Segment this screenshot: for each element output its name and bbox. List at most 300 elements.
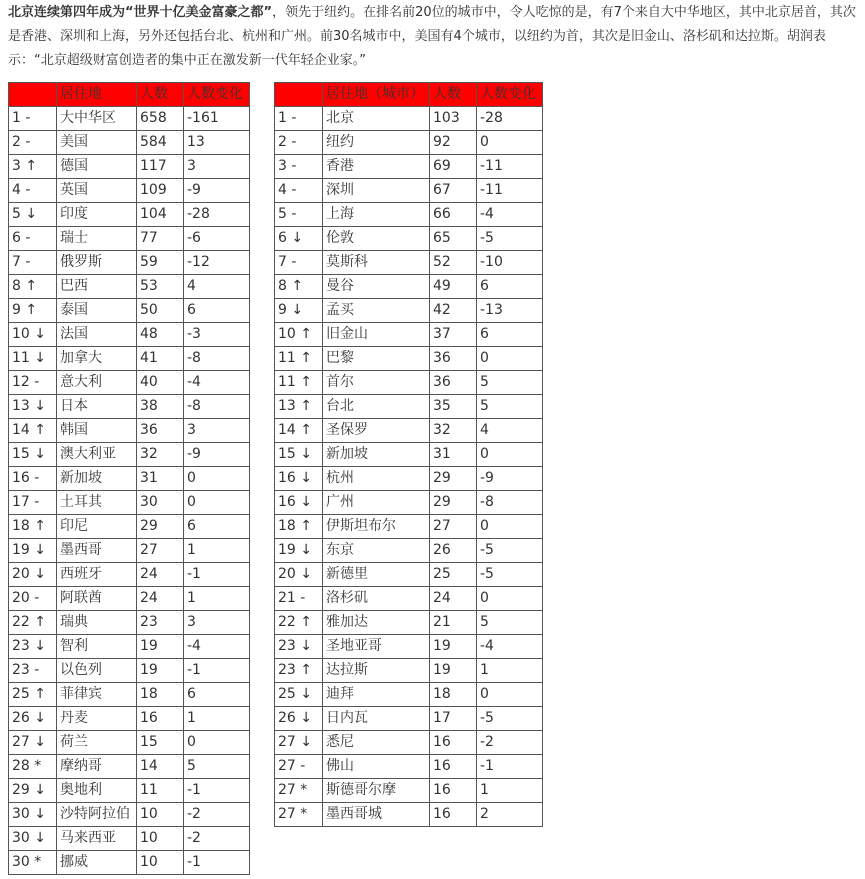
table-row (275, 395, 543, 419)
rank-cell: 26 ↓ (9, 707, 57, 731)
header-rank (9, 83, 57, 107)
count-cell: 53 (137, 275, 184, 299)
table-row (9, 515, 250, 539)
table-row (9, 707, 250, 731)
location-cell: 印度 (57, 203, 137, 227)
change-cell: -5 (477, 563, 543, 587)
rank-cell: 6 - (9, 227, 57, 251)
count-cell: 15 (137, 731, 184, 755)
count-cell: 26 (430, 539, 477, 563)
count-cell: 19 (137, 659, 184, 683)
count-cell: 40 (137, 371, 184, 395)
header-count: 人数 (137, 83, 184, 107)
location-cell: 圣保罗 (323, 419, 430, 443)
count-cell: 117 (137, 155, 184, 179)
location-cell: 以色列 (57, 659, 137, 683)
table-row (275, 131, 543, 155)
location-cell: 旧金山 (323, 323, 430, 347)
change-cell: -5 (477, 707, 543, 731)
count-cell: 10 (137, 803, 184, 827)
count-cell: 21 (430, 611, 477, 635)
change-cell: 2 (477, 803, 543, 827)
table-row (9, 419, 250, 443)
location-cell: 俄罗斯 (57, 251, 137, 275)
location-cell: 新加坡 (57, 467, 137, 491)
location-cell: 悉尼 (323, 731, 430, 755)
table-row (275, 419, 543, 443)
change-cell: -2 (184, 827, 250, 851)
count-cell: 25 (430, 563, 477, 587)
count-cell: 109 (137, 179, 184, 203)
table-row (275, 467, 543, 491)
table-row (275, 491, 543, 515)
count-cell: 32 (137, 443, 184, 467)
table-row (275, 779, 543, 803)
count-cell: 36 (430, 347, 477, 371)
change-cell: 6 (184, 515, 250, 539)
change-cell: 1 (184, 707, 250, 731)
count-cell: 31 (137, 467, 184, 491)
location-cell: 莫斯科 (323, 251, 430, 275)
location-cell: 韩国 (57, 419, 137, 443)
rank-cell: 14 ↑ (9, 419, 57, 443)
rank-cell: 30 ↓ (9, 803, 57, 827)
table-row (9, 227, 250, 251)
table-row (275, 515, 543, 539)
change-cell: -12 (184, 251, 250, 275)
table-row (9, 275, 250, 299)
table-row (275, 731, 543, 755)
location-cell: 迪拜 (323, 683, 430, 707)
location-cell: 瑞士 (57, 227, 137, 251)
change-cell: -11 (477, 179, 543, 203)
change-cell: -3 (184, 323, 250, 347)
header-change: 人数变化 (184, 83, 250, 107)
count-cell: 658 (137, 107, 184, 131)
location-cell: 北京 (323, 107, 430, 131)
count-cell: 29 (430, 491, 477, 515)
location-cell: 丹麦 (57, 707, 137, 731)
location-cell: 摩纳哥 (57, 755, 137, 779)
rank-cell: 10 ↓ (9, 323, 57, 347)
rank-cell: 18 ↑ (9, 515, 57, 539)
count-cell: 30 (137, 491, 184, 515)
location-cell: 澳大利亚 (57, 443, 137, 467)
change-cell: -28 (477, 107, 543, 131)
intro-quote: “世界十亿美金富豪之都” (125, 5, 273, 20)
rank-cell: 2 - (9, 131, 57, 155)
rank-cell: 20 ↓ (275, 563, 323, 587)
location-cell: 日本 (57, 395, 137, 419)
table-row (9, 755, 250, 779)
change-cell: -8 (477, 491, 543, 515)
rank-cell: 30 ↓ (9, 827, 57, 851)
table-header-row (275, 83, 543, 107)
rank-cell: 15 ↓ (275, 443, 323, 467)
location-cell: 智利 (57, 635, 137, 659)
change-cell: 0 (477, 515, 543, 539)
rank-cell: 1 - (275, 107, 323, 131)
countries-ranking-table (8, 82, 250, 875)
count-cell: 35 (430, 395, 477, 419)
rank-cell: 1 - (9, 107, 57, 131)
change-cell: 6 (184, 299, 250, 323)
location-cell: 奥地利 (57, 779, 137, 803)
rank-cell: 29 ↓ (9, 779, 57, 803)
location-cell: 香港 (323, 155, 430, 179)
location-cell: 巴黎 (323, 347, 430, 371)
location-cell: 墨西哥 (57, 539, 137, 563)
location-cell: 大中华区 (57, 107, 137, 131)
table-row (9, 851, 250, 875)
location-cell: 阿联酋 (57, 587, 137, 611)
location-cell: 杭州 (323, 467, 430, 491)
table-row (9, 179, 250, 203)
count-cell: 16 (430, 731, 477, 755)
location-cell: 德国 (57, 155, 137, 179)
count-cell: 16 (430, 779, 477, 803)
location-cell: 土耳其 (57, 491, 137, 515)
table-row (275, 755, 543, 779)
table-row (275, 251, 543, 275)
change-cell: -4 (477, 635, 543, 659)
change-cell: 4 (184, 275, 250, 299)
location-cell: 法国 (57, 323, 137, 347)
table-row (9, 467, 250, 491)
table-row (9, 371, 250, 395)
rank-cell: 4 - (275, 179, 323, 203)
count-cell: 17 (430, 707, 477, 731)
change-cell: 6 (184, 683, 250, 707)
change-cell: 5 (477, 371, 543, 395)
rank-cell: 23 ↓ (9, 635, 57, 659)
table-row (275, 227, 543, 251)
location-cell: 圣地亚哥 (323, 635, 430, 659)
location-cell: 新德里 (323, 563, 430, 587)
rank-cell: 16 ↓ (275, 467, 323, 491)
table-row (9, 587, 250, 611)
table-row (275, 347, 543, 371)
table-row (275, 371, 543, 395)
location-cell: 泰国 (57, 299, 137, 323)
count-cell: 48 (137, 323, 184, 347)
rank-cell: 15 ↓ (9, 443, 57, 467)
change-cell: -8 (184, 395, 250, 419)
rank-cell: 11 ↑ (275, 347, 323, 371)
rank-cell: 19 ↓ (275, 539, 323, 563)
count-cell: 18 (430, 683, 477, 707)
table-row (9, 299, 250, 323)
count-cell: 18 (137, 683, 184, 707)
count-cell: 19 (137, 635, 184, 659)
rank-cell: 13 ↓ (9, 395, 57, 419)
change-cell: -4 (184, 371, 250, 395)
rank-cell: 11 ↓ (9, 347, 57, 371)
location-cell: 沙特阿拉伯 (57, 803, 137, 827)
rank-cell: 27 ↓ (9, 731, 57, 755)
rank-cell: 25 ↑ (9, 683, 57, 707)
rank-cell: 6 ↓ (275, 227, 323, 251)
table-row (275, 635, 543, 659)
change-cell: 5 (184, 755, 250, 779)
count-cell: 32 (430, 419, 477, 443)
table-row (275, 179, 543, 203)
table-row (9, 683, 250, 707)
count-cell: 29 (137, 515, 184, 539)
table-row (9, 155, 250, 179)
change-cell: 3 (184, 155, 250, 179)
change-cell: -161 (184, 107, 250, 131)
rank-cell: 30 * (9, 851, 57, 875)
count-cell: 27 (430, 515, 477, 539)
rank-cell: 7 - (9, 251, 57, 275)
table-row (9, 563, 250, 587)
rank-cell: 26 ↓ (275, 707, 323, 731)
rank-cell: 18 ↑ (275, 515, 323, 539)
change-cell: 13 (184, 131, 250, 155)
location-cell: 纽约 (323, 131, 430, 155)
change-cell: 0 (477, 683, 543, 707)
rank-cell: 27 * (275, 803, 323, 827)
rank-cell: 5 ↓ (9, 203, 57, 227)
location-cell: 达拉斯 (323, 659, 430, 683)
table-row (9, 539, 250, 563)
rank-cell: 23 - (9, 659, 57, 683)
rank-cell: 2 - (275, 131, 323, 155)
count-cell: 49 (430, 275, 477, 299)
location-cell: 上海 (323, 203, 430, 227)
rank-cell: 20 ↓ (9, 563, 57, 587)
rank-cell: 16 - (9, 467, 57, 491)
count-cell: 37 (430, 323, 477, 347)
table-row (9, 443, 250, 467)
table-row (9, 731, 250, 755)
table-row (275, 587, 543, 611)
count-cell: 29 (430, 467, 477, 491)
change-cell: -1 (184, 563, 250, 587)
change-cell: 0 (184, 731, 250, 755)
change-cell: -5 (477, 227, 543, 251)
change-cell: 1 (184, 587, 250, 611)
rank-cell: 27 * (275, 779, 323, 803)
change-cell: -28 (184, 203, 250, 227)
rank-cell: 27 - (275, 755, 323, 779)
count-cell: 42 (430, 299, 477, 323)
location-cell: 英国 (57, 179, 137, 203)
count-cell: 24 (137, 587, 184, 611)
rank-cell: 21 - (275, 587, 323, 611)
change-cell: -11 (477, 155, 543, 179)
table-row (275, 203, 543, 227)
header-rank (275, 83, 323, 107)
table-row (275, 323, 543, 347)
rank-cell: 11 ↑ (275, 371, 323, 395)
table-row (275, 107, 543, 131)
change-cell: 4 (477, 419, 543, 443)
table-row (275, 539, 543, 563)
change-cell: -1 (184, 851, 250, 875)
count-cell: 24 (430, 587, 477, 611)
table-row (9, 659, 250, 683)
table-row (9, 107, 250, 131)
rank-cell: 5 - (275, 203, 323, 227)
rank-cell: 4 - (9, 179, 57, 203)
count-cell: 16 (137, 707, 184, 731)
rank-cell: 12 - (9, 371, 57, 395)
location-cell: 瑞典 (57, 611, 137, 635)
change-cell: -1 (184, 779, 250, 803)
location-cell: 美国 (57, 131, 137, 155)
count-cell: 67 (430, 179, 477, 203)
change-cell: 1 (477, 659, 543, 683)
location-cell: 洛杉矶 (323, 587, 430, 611)
count-cell: 31 (430, 443, 477, 467)
change-cell: 0 (477, 443, 543, 467)
count-cell: 59 (137, 251, 184, 275)
count-cell: 66 (430, 203, 477, 227)
header-change: 人数变化 (477, 83, 543, 107)
location-cell: 菲律宾 (57, 683, 137, 707)
count-cell: 27 (137, 539, 184, 563)
table-row (275, 707, 543, 731)
rank-cell: 28 * (9, 755, 57, 779)
table-row (275, 443, 543, 467)
location-cell: 西班牙 (57, 563, 137, 587)
location-cell: 伊斯坦布尔 (323, 515, 430, 539)
change-cell: 0 (184, 491, 250, 515)
table-row (9, 347, 250, 371)
change-cell: 5 (477, 611, 543, 635)
change-cell: 0 (184, 467, 250, 491)
location-cell: 孟买 (323, 299, 430, 323)
location-cell: 首尔 (323, 371, 430, 395)
intro-paragraph (8, 1, 858, 73)
change-cell: 0 (477, 347, 543, 371)
location-cell: 挪威 (57, 851, 137, 875)
count-cell: 36 (137, 419, 184, 443)
table-row (275, 275, 543, 299)
table-row (9, 827, 250, 851)
location-cell: 伦敦 (323, 227, 430, 251)
rank-cell: 3 - (275, 155, 323, 179)
location-cell: 东京 (323, 539, 430, 563)
table-row (9, 251, 250, 275)
table-header-row (9, 83, 250, 107)
rank-cell: 8 ↑ (9, 275, 57, 299)
location-cell: 意大利 (57, 371, 137, 395)
change-cell: 1 (477, 779, 543, 803)
change-cell: -2 (184, 803, 250, 827)
count-cell: 38 (137, 395, 184, 419)
rank-cell: 3 ↑ (9, 155, 57, 179)
count-cell: 23 (137, 611, 184, 635)
change-cell: -1 (477, 755, 543, 779)
change-cell: 0 (477, 587, 543, 611)
table-row (9, 779, 250, 803)
change-cell: 3 (184, 611, 250, 635)
location-cell: 佛山 (323, 755, 430, 779)
change-cell: -13 (477, 299, 543, 323)
count-cell: 52 (430, 251, 477, 275)
location-cell: 广州 (323, 491, 430, 515)
table-row (275, 683, 543, 707)
location-cell: 巴西 (57, 275, 137, 299)
table-row (9, 395, 250, 419)
change-cell: -9 (184, 443, 250, 467)
table-row (9, 131, 250, 155)
table-row (9, 611, 250, 635)
count-cell: 11 (137, 779, 184, 803)
count-cell: 19 (430, 635, 477, 659)
change-cell: -5 (477, 539, 543, 563)
count-cell: 16 (430, 755, 477, 779)
rank-cell: 8 ↑ (275, 275, 323, 299)
count-cell: 584 (137, 131, 184, 155)
rank-cell: 13 ↑ (275, 395, 323, 419)
change-cell: -8 (184, 347, 250, 371)
count-cell: 24 (137, 563, 184, 587)
location-cell: 台北 (323, 395, 430, 419)
change-cell: -4 (477, 203, 543, 227)
table-row (9, 635, 250, 659)
cities-ranking-table (274, 82, 543, 827)
rank-cell: 23 ↓ (275, 635, 323, 659)
header-count: 人数 (430, 83, 477, 107)
rank-cell: 7 - (275, 251, 323, 275)
count-cell: 50 (137, 299, 184, 323)
change-cell: 5 (477, 395, 543, 419)
location-cell: 马来西亚 (57, 827, 137, 851)
change-cell: 6 (477, 275, 543, 299)
count-cell: 10 (137, 827, 184, 851)
rank-cell: 23 ↑ (275, 659, 323, 683)
rank-cell: 19 ↓ (9, 539, 57, 563)
table-row (275, 659, 543, 683)
change-cell: -9 (184, 179, 250, 203)
rank-cell: 16 ↓ (275, 491, 323, 515)
count-cell: 77 (137, 227, 184, 251)
count-cell: 65 (430, 227, 477, 251)
location-cell: 加拿大 (57, 347, 137, 371)
change-cell: -2 (477, 731, 543, 755)
change-cell: 0 (477, 131, 543, 155)
rank-cell: 17 - (9, 491, 57, 515)
intro-body: ，领先于纽约。在排名前20位的城市中，令人吃惊的是，有7个来自大中华地区，其中北京居首，其次是香港、深圳和上海，另外还包括台北、杭州和广州。前30名城市中，美国有4个城市，以纽约为首，其次是旧金山、洛杉矶和达拉斯。胡润表示：“北京超级财富创造者的集中正在激发新一代年轻企业家。” (8, 5, 856, 68)
count-cell: 41 (137, 347, 184, 371)
table-row (9, 803, 250, 827)
location-cell: 印尼 (57, 515, 137, 539)
location-cell: 曼谷 (323, 275, 430, 299)
table-row (9, 491, 250, 515)
location-cell: 新加坡 (323, 443, 430, 467)
count-cell: 103 (430, 107, 477, 131)
rank-cell: 9 ↓ (275, 299, 323, 323)
change-cell: -1 (184, 659, 250, 683)
table-row (275, 299, 543, 323)
header-location: 居住地 (57, 83, 137, 107)
count-cell: 10 (137, 851, 184, 875)
change-cell: 3 (184, 419, 250, 443)
rank-cell: 10 ↑ (275, 323, 323, 347)
table-row (275, 803, 543, 827)
location-cell: 墨西哥城 (323, 803, 430, 827)
location-cell: 日内瓦 (323, 707, 430, 731)
intro-lead: 北京连续第四年成为 (8, 5, 126, 20)
change-cell: -9 (477, 467, 543, 491)
change-cell: -4 (184, 635, 250, 659)
change-cell: 6 (477, 323, 543, 347)
count-cell: 69 (430, 155, 477, 179)
